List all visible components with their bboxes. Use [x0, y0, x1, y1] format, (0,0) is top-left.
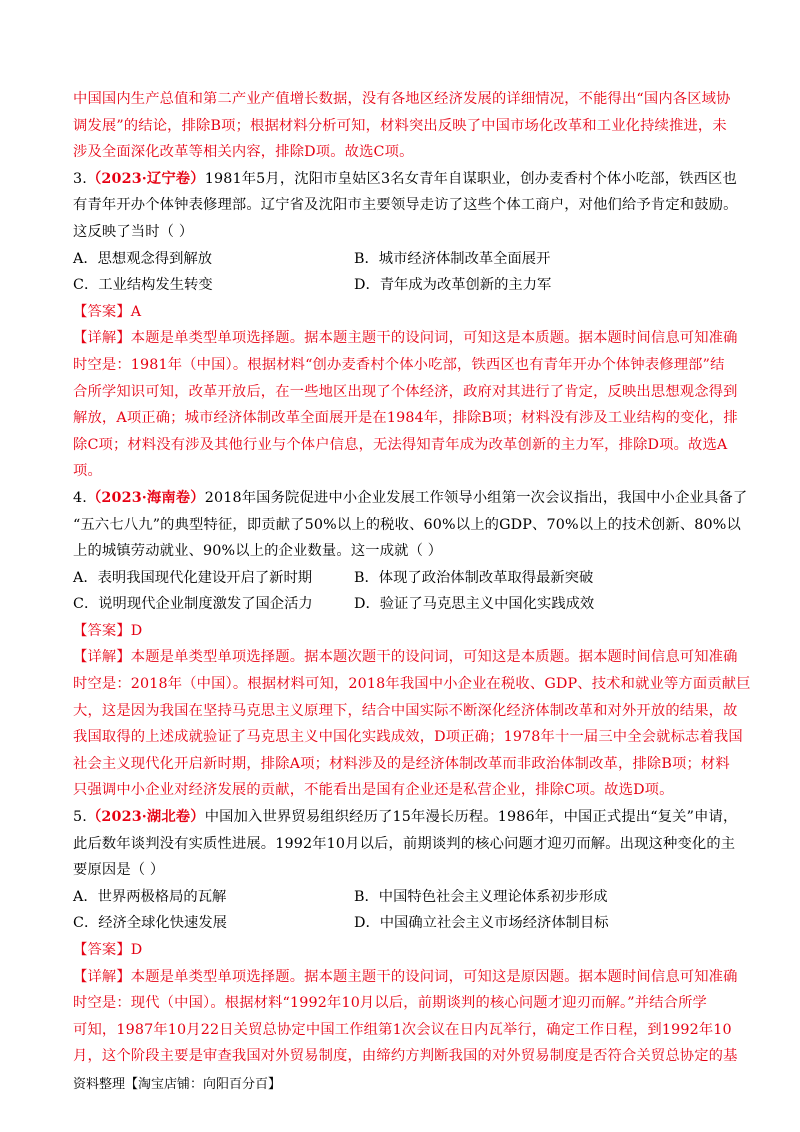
detail-line: 我国取得的上述成就验证了马克思主义中国化实践成效，D项正确；1978年十一届三中全会就标志着我国	[73, 729, 743, 746]
options-row	[73, 272, 729, 299]
question-stem: 2018年国务院促进中小企业发展工作领导小组第一次会议指出，我国中小企业具备了	[204, 489, 748, 506]
question-3	[73, 166, 738, 485]
question-5	[73, 804, 738, 1070]
question-source: （2023·湖北卷）	[86, 809, 205, 826]
question-stem-line: “五六七八九”的典型特征，即贡献了50%以上的税收、60%以上的GDP、70%以上的技术创新、80%以	[73, 516, 741, 533]
option-a: A．表明我国现代化建设开启了新时期	[73, 569, 313, 586]
detail-line: 除C项；材料没有涉及其他行业与个体户信息，无法得知青年成为改革创新的主力军，排除D项。故选A	[73, 436, 728, 453]
option-c: C．工业结构发生转变	[73, 277, 213, 294]
option-a: A．世界两极格局的瓦解	[73, 888, 227, 905]
question-number: 4.	[73, 489, 87, 506]
question-stem-line: 上的城镇劳动就业、90%以上的企业数量。这一成就（ ）	[73, 543, 443, 560]
text-line: 涉及全面深化改革等相关内容，排除D项。故选C项。	[73, 144, 414, 161]
detail-line: 可知，1987年10月22日关贸总协定中国工作组第1次会议在日内瓦举行，确定工作日程，到1992年10	[73, 1021, 732, 1038]
detail-line: 时空是：1981年（中国）。根据材料“创办麦香村个体小吃部，铁西区也有青年开办个体钟表修理部”结	[73, 356, 725, 373]
question-source: （2023·海南卷）	[86, 489, 205, 506]
question-stem: 1981年5月，沈阳市皇姑区3名女青年自谋职业，创办麦香村个体小吃部，铁西区也	[204, 170, 737, 187]
detail-line: 解放，A项正确；城市经济体制改革全面展开是在1984年，排除B项；材料没有涉及工业结构的变化，排	[73, 410, 738, 427]
question-stem-first-line	[73, 804, 738, 831]
options-row	[73, 910, 729, 937]
question-source: （2023·辽宁卷）	[86, 170, 205, 187]
question-stem-line: 这反映了当时（ ）	[73, 223, 194, 240]
question-stem-line: 此后数年谈判没有实质性进展。1992年10月以后，前期谈判的核心问题才迎刃而解。出现这种变化的主	[73, 835, 736, 852]
option-a: A．思想观念得到解放	[73, 250, 212, 267]
text-line: 中国国内生产总值和第二产业产值增长数据，没有各地区经济发展的详细情况，不能得出“国内各区域协	[73, 91, 731, 107]
answer-label: 【答案】D	[73, 622, 143, 639]
option-b: B．城市经济体制改革全面展开	[354, 250, 551, 267]
detail-line: 大，这是因为我国在坚持马克思主义原理下，结合中国实际不断深化经济体制改革和对外开放的结果，故	[73, 702, 738, 719]
intro-explanation	[73, 86, 729, 166]
question-stem-first-line	[73, 166, 737, 193]
option-d: D．青年成为改革创新的主力军	[354, 277, 552, 294]
question-4	[73, 485, 751, 804]
option-c: C．说明现代企业制度激发了国企活力	[73, 596, 313, 613]
question-stem: 中国加入世界贸易组织经历了15年漫长历程。1986年，中国正式提出“复关”申请，	[204, 809, 738, 826]
options-row	[73, 884, 729, 911]
question-number: 5.	[73, 809, 87, 826]
option-b: B．中国特色社会主义理论体系初步形成	[354, 888, 608, 905]
detail-line: 社会主义现代化开启新时期，排除A项；材料涉及的是经济体制改革而非政治体制改革，排除B项；材料	[73, 755, 730, 772]
detail-line: 【详解】本题是单类型单项选择题。据本题次题干的设问词，可知这是本质题。据本题时间信息可知准确	[73, 649, 738, 666]
detail-line: 【详解】本题是单类型单项选择题。据本题主题干的设问词，可知这是原因题。据本题时间信息可知准确	[73, 968, 738, 985]
option-b: B．体现了政治体制改革取得最新突破	[354, 569, 594, 586]
text-line: 调发展”的结论，排除B项；根据材料分析可知，材料突出反映了中国市场化改革和工业化持续推进，未	[73, 117, 727, 134]
page-footer: 资料整理【淘宝店铺：向阳百分百】	[73, 1077, 282, 1092]
detail-line: 合所学知识可知，改革开放后，在一些地区出现了个体经济，政府对其进行了肯定，反映出思想观念得到	[73, 383, 738, 400]
detail-line: 月，这个阶段主要是审查我国对外贸易制度，由缔约方判断我国的对外贸易制度是否符合关贸总协定的基	[73, 1048, 738, 1065]
document-page	[73, 86, 751, 1070]
question-number: 3.	[73, 170, 87, 187]
question-stem-line: 要原因是（ ）	[73, 862, 165, 879]
detail-line: 只强调中小企业对经济发展的贡献，不能看出是国有企业还是私营企业，排除C项。故选D项。	[73, 782, 674, 799]
answer-label: 【答案】D	[73, 942, 143, 958]
option-d: D．中国确立社会主义市场经济体制目标	[354, 915, 609, 932]
detail-line: 项。	[73, 463, 102, 480]
options-row	[73, 246, 729, 273]
options-row	[73, 591, 729, 618]
question-stem-first-line	[73, 485, 748, 512]
options-row	[73, 565, 729, 592]
detail-line: 时空是：现代（中国）。根据材料“1992年10月以后，前期谈判的核心问题才迎刃而解。”并结合所学	[73, 995, 707, 1012]
question-stem-line: 有青年开办个体钟表修理部。辽宁省及沈阳市主要领导走访了这些个体工商户，对他们给予肯定和鼓励。	[73, 197, 738, 214]
option-d: D．验证了马克思主义中国化实践成效	[354, 596, 595, 613]
answer-label: 【答案】A	[73, 303, 142, 320]
detail-line: 【详解】本题是单类型单项选择题。据本题主题干的设问词，可知这是本质题。据本题时间信息可知准确	[73, 330, 738, 347]
detail-line: 时空是：2018年（中国）。根据材料可知，2018年我国中小企业在税收、GDP、技术和就业等方面贡献巨	[73, 676, 751, 693]
option-c: C．经济全球化快速发展	[73, 915, 227, 932]
